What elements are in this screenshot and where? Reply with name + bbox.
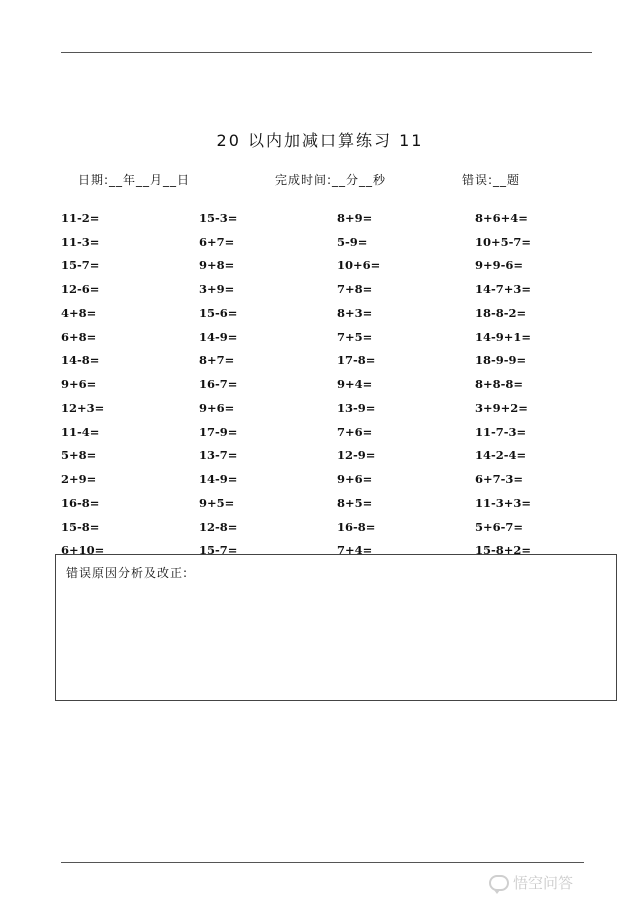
problem-row [61,277,601,301]
problem-item: 12+3= [61,400,105,415]
problem-item: 5+6-7= [475,519,524,534]
date-field: 日期:__年__月__日 [78,173,191,187]
problem-item: 13-9= [337,400,376,415]
problem-item: 7+8= [337,282,373,297]
problem-item: 12-9= [337,448,376,463]
problem-item: 8+8-8= [475,377,524,392]
page-title: 20 以内加减口算练习 11 [216,131,424,150]
error-analysis-box[interactable] [55,554,617,701]
problem-row [61,230,601,254]
problem-item: 10+5-7= [475,234,532,249]
problem-item: 8+3= [337,305,373,320]
problem-item: 11-7-3= [475,424,527,439]
problem-item: 11-4= [61,424,100,439]
problem-item: 5-9= [337,234,368,249]
problem-row [61,372,601,396]
problem-item: 11-2= [61,210,100,225]
problem-item: 9+6= [61,377,97,392]
problem-item: 7+5= [337,329,373,344]
problem-item: 6+10= [61,543,105,558]
problem-item: 14-9= [199,329,238,344]
problem-item: 13-7= [199,448,238,463]
problem-item: 9+5= [199,495,235,510]
problem-item: 14-7+3= [475,282,532,297]
problem-item: 17-8= [337,353,376,368]
problem-item: 15-8+2= [475,543,532,558]
problem-row [61,349,601,373]
problem-item: 5+8= [61,448,97,463]
problem-row [61,491,601,515]
problem-row [61,467,601,491]
problem-item: 15-7= [61,258,100,273]
problem-item: 18-8-2= [475,305,527,320]
problem-item: 7+4= [337,543,373,558]
problem-item: 9+4= [337,377,373,392]
problem-item: 14-9+1= [475,329,532,344]
problem-item: 3+9= [199,282,235,297]
problem-item: 8+6+4= [475,210,528,225]
problem-item: 12-6= [61,282,100,297]
problem-item: 10+6= [337,258,381,273]
problem-item: 16-8= [61,495,100,510]
problem-row [61,254,601,278]
watermark [489,872,573,893]
problem-row [61,420,601,444]
problem-item: 12-8= [199,519,238,534]
problem-item: 8+5= [337,495,373,510]
problem-item: 15-8= [61,519,100,534]
problem-row [61,325,601,349]
problem-item: 9+6= [199,400,235,415]
problem-item: 3+9+2= [475,400,528,415]
error-count-field: 错误:__题 [462,173,521,187]
problem-item: 7+6= [337,424,373,439]
problem-item: 15-7= [199,543,238,558]
problem-row [61,396,601,420]
problem-item: 8+7= [199,353,235,368]
speech-bubble-icon [489,875,509,891]
problem-grid [61,206,601,562]
problem-row [61,444,601,468]
problem-item: 11-3+3= [475,495,532,510]
problem-item: 6+7-3= [475,472,524,487]
problem-item: 14-9= [199,472,238,487]
problem-row [61,206,601,230]
problem-item: 9+8= [199,258,235,273]
problem-item: 8+9= [337,210,373,225]
problem-item: 4+8= [61,305,97,320]
watermark-text: 悟空问答 [513,874,574,892]
error-analysis-label: 错误原因分析及改正: [66,566,189,580]
bottom-rule [61,862,584,863]
problem-item: 17-9= [199,424,238,439]
top-rule [61,52,592,53]
problem-item: 6+8= [61,329,97,344]
completion-time-field: 完成时间:__分__秒 [275,173,387,187]
problem-item: 18-9-9= [475,353,527,368]
problem-row [61,515,601,539]
problem-item: 16-8= [337,519,376,534]
problem-item: 15-6= [199,305,238,320]
problem-row [61,301,601,325]
problem-item: 9+6= [337,472,373,487]
problem-item: 14-2-4= [475,448,527,463]
problem-item: 11-3= [61,234,100,249]
problem-item: 15-3= [199,210,238,225]
problem-item: 6+7= [199,234,235,249]
problem-item: 14-8= [61,353,100,368]
problem-item: 16-7= [199,377,238,392]
problem-item: 2+9= [61,472,97,487]
problem-item: 9+9-6= [475,258,524,273]
